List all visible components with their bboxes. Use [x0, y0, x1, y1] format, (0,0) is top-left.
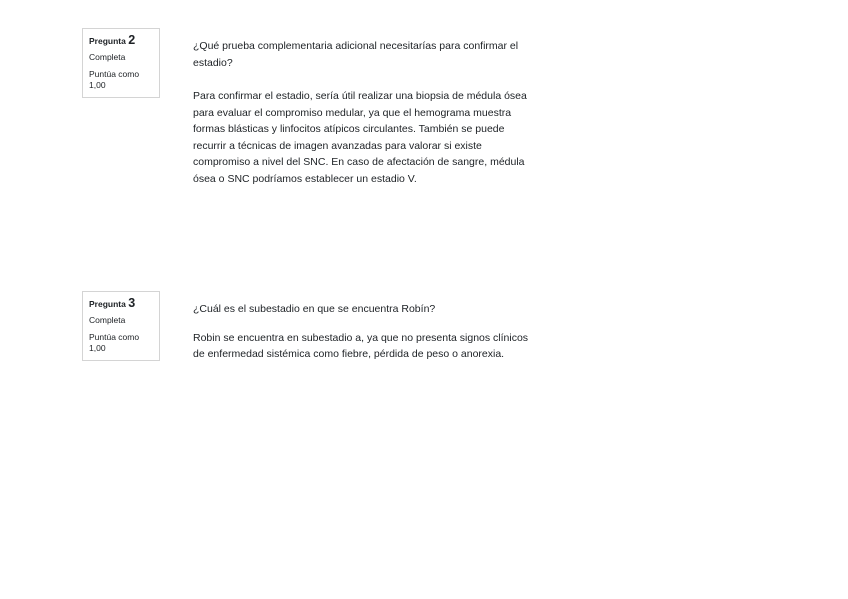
grade-label: Puntúa como	[89, 69, 140, 79]
answer-text: Para confirmar el estadio, sería útil realizar una biopsia de médula ósea para evaluar el compromiso medular, ya que el hemograma muestra formas blásticas y linfocitos atípicos circulantes. También se puede recurrir a técnicas de imagen avanzadas para valorar si existe compromiso a nivel del SNC. En caso de afectación de sangre, médula ósea o SNC podríamos establecer un estadio V.	[193, 90, 527, 185]
question-label: Pregunta	[89, 36, 126, 46]
question-state: Completa	[89, 315, 126, 325]
question-number-value: 2	[128, 33, 136, 47]
question-content	[193, 38, 538, 187]
answer-text: Robin se encuentra en subestadio a, ya que no presenta signos clínicos de enfermedad sistémica como fiebre, pérdida de peso o anorexia.	[193, 331, 529, 360]
question-info-box	[82, 291, 160, 361]
question-grade	[89, 332, 153, 354]
question-content	[193, 301, 538, 363]
grade-value: 1,00	[89, 80, 106, 90]
question-info-box	[82, 28, 160, 98]
grade-value: 1,00	[89, 343, 106, 353]
question-state: Completa	[89, 52, 126, 62]
question-number	[89, 298, 153, 310]
question-label: Pregunta	[89, 299, 126, 309]
question-number-value: 3	[128, 296, 136, 310]
question-number	[89, 35, 153, 47]
question-grade	[89, 69, 153, 91]
question-text: ¿Qué prueba complementaria adicional necesitarías para confirmar el estadio?	[193, 40, 519, 69]
question-text: ¿Cuál es el subestadio en que se encuentra Robín?	[193, 303, 436, 315]
grade-label: Puntúa como	[89, 332, 140, 342]
